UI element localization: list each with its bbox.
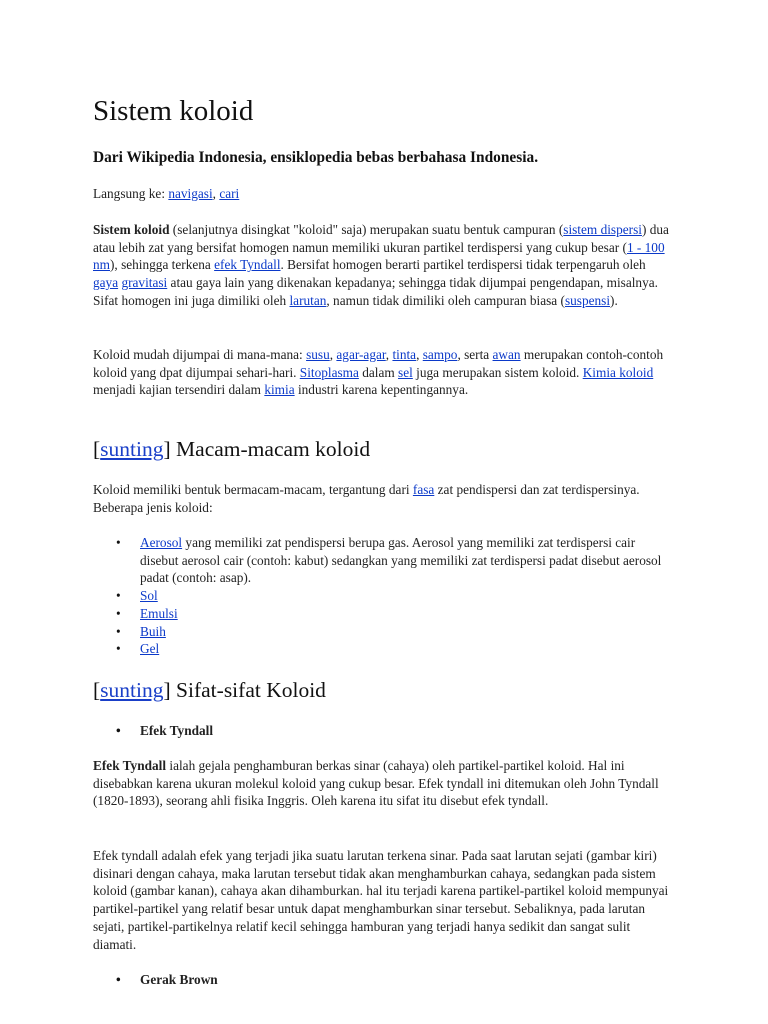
link-sel[interactable]: sel [398,364,413,380]
intro-text: Koloid mudah dijumpai di mana-mana: [93,347,307,362]
section-text: ialah gejala penghamburan berkas sinar (cahaya) oleh partikel-partikel koloid. Hal ini disebabkan karena ukuran molekul koloid yang cukup besar. Efek tyndall ini ditemukan oleh John Tyndall (1820-1893), seorang ahli fisika Inggris. Oleh karena itu sifat itu disebut efek tyndall. [93,758,659,809]
list-item-gerak-brown: • Gerak Brown [93,971,673,989]
intro-text: merupakan contoh-contoh koloid yang dpat dijumpai sehari-hari. [93,347,664,380]
link-larutan[interactable]: larutan [289,292,327,308]
link-sol[interactable]: Sol [140,588,158,604]
link-gravitasi[interactable]: gravitasi [121,275,168,291]
list-item [93,640,673,658]
list-item [93,587,673,605]
intro-text: , namun tidak dimiliki oleh campuran biasa ( [326,292,565,308]
bracket-close: ] [163,678,171,702]
sifat-list-2 [93,971,673,989]
jump-links [93,185,673,203]
section2-paragraph-2: Efek tyndall adalah efek yang terjadi jika suatu larutan terkena sinar. Pada saat larutan sejati (gambar kiri) disinari dengan cahaya, maka larutan tersebut tidak akan menghamburkan cahaya, sedangkan pada sistem koloid (gambar kanan), cahaya akan dihamburkan. hal itu terjadi karena partikel-partikel koloid mempunyai partikel-partikel yang relatif besar untuk dapat menghamburkan sinar tersebut. Sebaliknya, pada larutan sejati, partikel-partikelnya relatif kecil sehingga hamburan yang terjadi hanya sedikit dan sangat sulit diamati. [93,848,669,952]
section1-paragraph [93,481,673,516]
page-title: Sistem koloid [93,95,254,127]
section-text: Koloid memiliki bentuk bermacam-macam, tergantung dari [93,482,413,497]
bracket-open: [ [93,437,101,461]
section-title: Sifat-sifat Koloid [170,678,326,702]
intro-text: juga merupakan sistem koloid. [412,364,583,380]
term-efek-tyndall: Efek Tyndall [93,758,167,773]
list-item [93,534,673,587]
jump-navigation-link[interactable]: navigasi [168,186,213,201]
link-susu[interactable]: susu [306,347,330,362]
section-text: zat pendispersi dan zat terdispersinya. Beberapa jenis koloid: [93,482,640,515]
list-item [93,623,673,641]
koloid-types-list [93,534,673,658]
link-awan[interactable]: awan [492,347,521,362]
intro-term: Sistem koloid [93,222,170,237]
page-subtitle: Dari Wikipedia Indonesia, ensiklopedia bebas berbahasa Indonesia. [93,149,539,166]
link-nanometer[interactable]: 1 - 100 nm [93,239,665,273]
link-suspensi[interactable]: suspensi [564,292,611,308]
edit-section-link[interactable]: sunting [100,437,164,461]
intro-text: , serta [457,347,493,362]
link-fasa[interactable]: fasa [412,482,435,497]
jump-prefix: Langsung ke: [93,186,169,201]
link-sampo[interactable]: sampo [422,347,458,362]
jump-separator: , [212,186,220,201]
link-gaya[interactable]: gaya [93,275,119,291]
section2-paragraph-1 [93,757,673,810]
link-sistem-dispersi[interactable]: sistem dispersi [563,222,642,237]
intro-text: industri karena kepentingannya. [294,382,469,398]
link-emulsi[interactable]: Emulsi [140,605,178,621]
separator: , [416,347,423,362]
bracket-open: [ [93,678,101,702]
section-title: Macam-macam koloid [170,437,371,461]
section-heading-macam-koloid [93,436,673,462]
jump-search-link[interactable]: cari [219,186,240,201]
bracket-close: ] [163,437,171,461]
section-heading-sifat-koloid [93,677,673,703]
list-item [93,605,673,623]
intro-text: (selanjutnya disingkat "koloid" saja) merupakan suatu bentuk campuran ( [169,222,564,237]
intro-text: . Bersifat homogen berarti partikel terdispersi tidak terpengaruh oleh [280,257,646,273]
intro-text: ), sehingga terkena [110,257,215,273]
intro-paragraph-1 [93,221,673,310]
intro-text: ) dua atau lebih zat yang bersifat homogen namun memiliki ukuran partikel terdispersi yang cukup besar ( [93,222,669,255]
link-buih[interactable]: Buih [140,623,166,639]
list-item-text: yang memiliki zat pendispersi berupa gas. Aerosol yang memiliki zat terdispersi cair disebut aerosol cair (contoh: kabut) sedangkan yang memiliki zat terdispersi padat disebut aerosol padat (contoh: asap). [140,535,662,586]
sifat-list-1 [93,722,673,740]
link-agar-agar[interactable]: agar-agar [336,347,386,362]
intro-text: dalam [358,364,399,380]
link-sitoplasma[interactable]: Sitoplasma [299,364,359,380]
separator: , [329,347,337,362]
link-gel[interactable]: Gel [140,641,160,657]
list-item-efek-tyndall: • Efek Tyndall [93,722,673,740]
link-kimia-koloid[interactable]: Kimia koloid [582,364,654,380]
link-efek-tyndall[interactable]: efek Tyndall [214,257,281,273]
separator: , [385,347,393,362]
intro-text: menjadi kajian tersendiri dalam [93,382,265,398]
edit-section-link[interactable]: sunting [100,678,164,702]
link-aerosol[interactable]: Aerosol [140,535,183,550]
link-kimia[interactable]: kimia [264,382,295,398]
link-tinta[interactable]: tinta [392,347,417,362]
intro-paragraph-2 [93,346,673,399]
intro-text: ). [610,292,618,308]
intro-text: atau gaya lain yang dikenakan kepadanya; sehingga tidak dijumpai pengendapan, misalnya. Sifat homogen ini juga dimiliki oleh [93,275,658,308]
